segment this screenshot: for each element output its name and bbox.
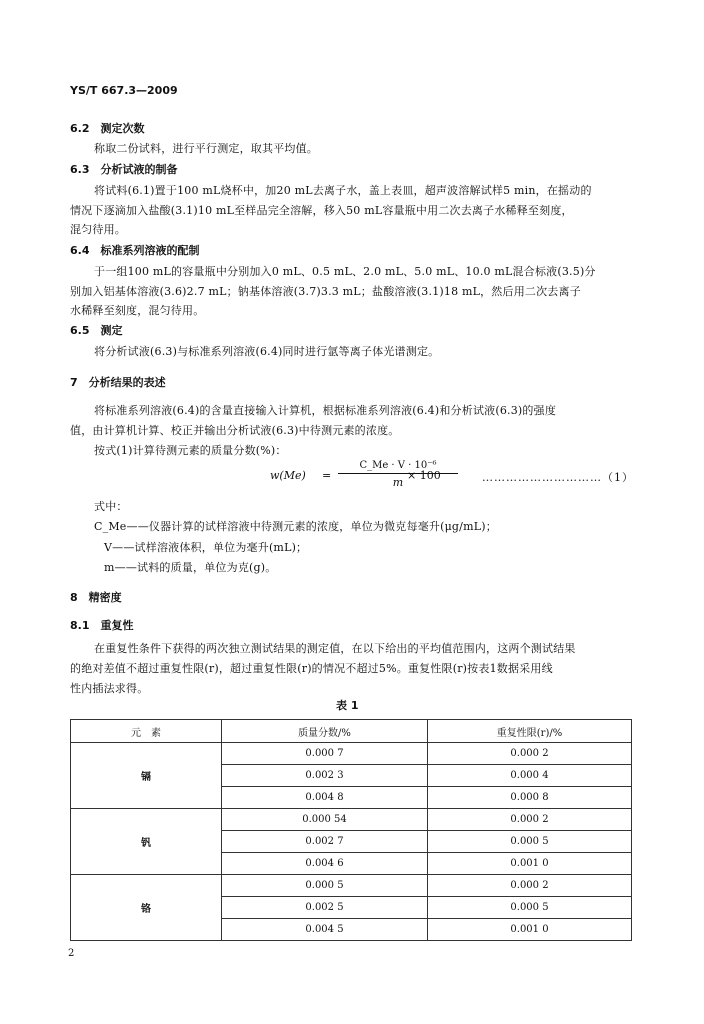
mass-fraction-cell: 0.000 7 [222, 743, 428, 765]
where-item: m——试料的质量，单位为克(g)。 [104, 561, 277, 574]
where-item: C_Me——仪器计算的试样溶液中待测元素的浓度，单位为微克每毫升(μg/mL)； [94, 520, 497, 533]
element-cell: 镉 [71, 743, 222, 809]
mass-fraction-cell: 0.000 5 [222, 875, 428, 897]
section-6-4-title: 6.4 标准系列溶液的配制 [70, 244, 200, 257]
repeatability-cell: 0.000 5 [428, 897, 632, 919]
formula-denominator: m [392, 476, 404, 489]
mass-fraction-cell: 0.004 6 [222, 853, 428, 875]
table-caption: 表 1 [336, 699, 359, 712]
mass-fraction-cell: 0.002 3 [222, 765, 428, 787]
repeatability-cell: 0.000 8 [428, 787, 632, 809]
section-6-2-body: 称取二份试料，进行平行测定，取其平均值。 [94, 142, 318, 155]
repeatability-cell: 0.000 5 [428, 831, 632, 853]
section-8-1-line: 在重复性条件下获得的两次独立测试结果的测定值，在以下给出的平均值范围内，这两个测试结果 [94, 642, 576, 655]
section-6-4-line: 于一组100 mL的容量瓶中分别加入0 mL、0.5 mL、2.0 mL、5.0 mL、10.0 mL混合标液(3.5)分 [94, 265, 596, 278]
section-6-3-line: 情况下逐滴加入盐酸(3.1)10 mL至样品完全溶解，移入50 mL容量瓶中用二次去离子水稀释至刻度， [70, 204, 573, 217]
mass-fraction-cell: 0.004 5 [222, 919, 428, 941]
table-row [71, 809, 632, 831]
section-6-3-line: 混匀待用。 [70, 223, 126, 236]
section-6-5-body: 将分析试液(6.3)与标准系列溶液(6.4)同时进行氩等离子体光谱测定。 [94, 345, 440, 358]
repeatability-cell: 0.000 2 [428, 875, 632, 897]
formula-1 [270, 460, 640, 494]
mass-fraction-cell: 0.004 8 [222, 787, 428, 809]
section-7-line: 将标准系列溶液(6.4)的含量直接输入计算机，根据标准系列溶液(6.4)和分析试液(6.3)的强度 [94, 404, 557, 417]
section-6-2-title: 6.2 测定次数 [70, 122, 145, 135]
where-intro: 式中： [94, 500, 128, 513]
document-header: YS/T 667.3—2009 [70, 84, 178, 97]
repeatability-cell: 0.000 4 [428, 765, 632, 787]
header-repeatability: 重复性限(r)/% [428, 720, 632, 743]
element-cell: 钒 [71, 809, 222, 875]
mass-fraction-cell: 0.000 54 [222, 809, 428, 831]
where-item: V——试样溶液体积，单位为毫升(mL)； [104, 541, 308, 554]
formula-number: …………………………（1） [482, 471, 634, 484]
table-header-row [71, 720, 632, 743]
mass-fraction-cell: 0.002 5 [222, 897, 428, 919]
header-mass-fraction: 质量分数/% [222, 720, 428, 743]
section-8-1-title: 8.1 重复性 [70, 619, 134, 632]
mass-fraction-cell: 0.002 7 [222, 831, 428, 853]
table-row [71, 743, 632, 765]
repeatability-cell: 0.000 2 [428, 809, 632, 831]
section-6-3-title: 6.3 分析试液的制备 [70, 163, 178, 176]
section-7-line: 值，由计算机计算、校正并输出分析试液(6.3)中待测元素的浓度。 [70, 424, 400, 437]
page-number: 2 [68, 948, 75, 959]
table-row [71, 875, 632, 897]
repeatability-cell: 0.000 2 [428, 743, 632, 765]
repeatability-cell: 0.001 0 [428, 853, 632, 875]
formula-multiplier: × 100 [407, 469, 441, 482]
section-6-4-line: 水稀释至刻度，混匀待用。 [70, 304, 205, 317]
header-element: 元 素 [71, 720, 222, 743]
section-7-line: 按式(1)计算待测元素的质量分数(%)： [94, 444, 287, 457]
element-cell: 铬 [71, 875, 222, 941]
section-8-1-line: 的绝对差值不超过重复性限(r)，超过重复性限(r)的情况不超过5%。重复性限(r)按表1数据采用线 [70, 662, 553, 675]
section-7-title: 7 分析结果的表述 [70, 376, 166, 389]
formula-lhs: w(Me) [270, 469, 306, 482]
section-8-1-line: 性内插法求得。 [70, 682, 149, 695]
formula-equals: = [322, 469, 332, 482]
repeatability-cell: 0.001 0 [428, 919, 632, 941]
repeatability-table [70, 719, 632, 941]
section-6-5-title: 6.5 测定 [70, 324, 123, 337]
formula-numerator: C_Me · V · 10⁻⁶ [359, 460, 437, 471]
section-8-title: 8 精密度 [70, 591, 122, 604]
section-6-4-line: 别加入铝基体溶液(3.6)2.7 mL；钠基体溶液(3.7)3.3 mL；盐酸溶液(3.1)18 mL，然后用二次去离子 [70, 285, 581, 298]
section-6-3-line: 将试料(6.1)置于100 mL烧杯中，加20 mL去离子水，盖上表皿，超声波溶解试样5 min，在摇动的 [94, 184, 592, 197]
